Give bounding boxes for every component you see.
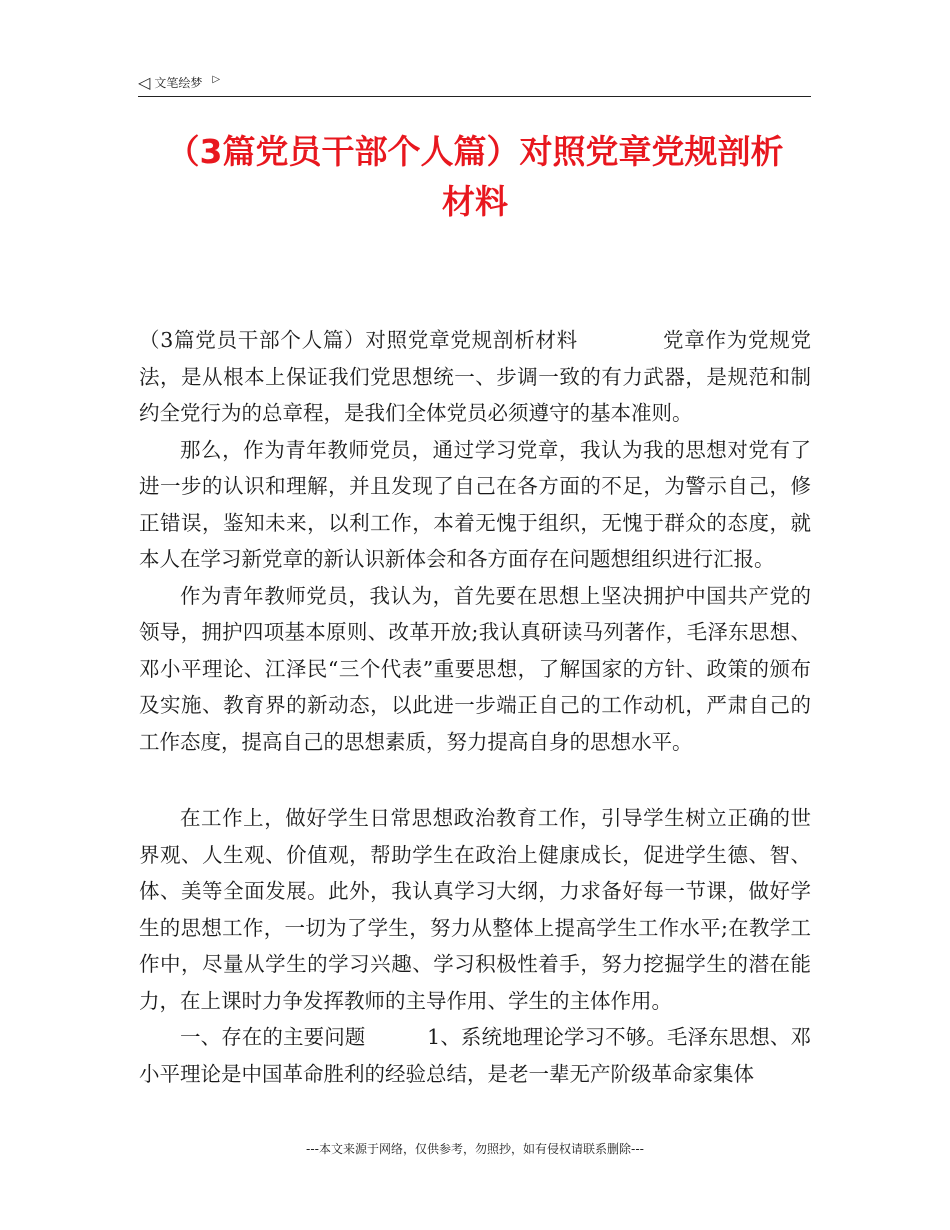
triangle-right-icon: ▷ xyxy=(212,73,221,85)
header-brand xyxy=(138,74,220,91)
title-line-1: （3篇党员干部个人篇）对照党章党规剖析 xyxy=(166,132,784,171)
document-title xyxy=(100,127,850,227)
paragraph-3: 作为青年教师党员，我认为，首先要在思想上坚决拥护中国共产党的领导，拥护四项基本原则、改革开放;我认真研读马列著作，毛泽东思想、邓小平理论、江泽民“三个代表”重要思想，了解国家的方针、政策的颁布及实施、教育界的新动态，以此进一步端正自己的工作动机，严肃自己的工作态度，提高自己的思想素质，努力提高自身的思想水平。 xyxy=(139,583,811,754)
paragraph-4: 在工作上，做好学生日常思想政治教育工作，引导学生树立正确的世界观、人生观、价值观，帮助学生在政治上健康成长，促进学生德、智、体、美等全面发展。此外，我认真学习大纲，力求备好每一节课，做好学生的思想工作，一切为了学生，努力从整体上提高学生工作水平;在教学工作中，尽量从学生的学习兴趣、学习积极性着手，努力挖掘学生的潜在能力，在上课时力争发挥教师的主导作用、学生的主体作用。 xyxy=(139,806,811,1013)
paragraph-5: 一、存在的主要问题 1、系统地理论学习不够。毛泽东思想、邓小平理论是中国革命胜利的经验总结，是老一辈无产阶级革命家集体 xyxy=(139,1025,811,1086)
triangle-left-icon: ◁ xyxy=(138,72,151,92)
document-body xyxy=(139,322,811,1092)
paragraph-2: 那么，作为青年教师党员，通过学习党章，我认为我的思想对党有了进一步的认识和理解，并且发现了自己在各方面的不足，为警示自己，修正错误，鉴知未来，以利工作，本着无愧于组织，无愧于群众的态度，就本人在学习新党章的新认识新体会和各方面存在问题想组织进行汇报。 xyxy=(139,437,811,571)
paragraph-gap xyxy=(139,760,811,800)
page-footer: ---本文来源于网络，仅供参考，勿照抄，如有侵权请联系删除--- xyxy=(306,1142,644,1156)
title-line-2: 材料 xyxy=(442,182,508,221)
page-header xyxy=(138,72,811,97)
brand-name: 文笔绘梦 xyxy=(154,76,203,90)
paragraph-1: （3篇党员干部个人篇）对照党章党规剖析材料 党章作为党规党法，是从根本上保证我们党思想统一、步调一致的有力武器，是规范和制约全党行为的总章程，是我们全体党员必须遵守的基本准则。 xyxy=(139,328,811,425)
